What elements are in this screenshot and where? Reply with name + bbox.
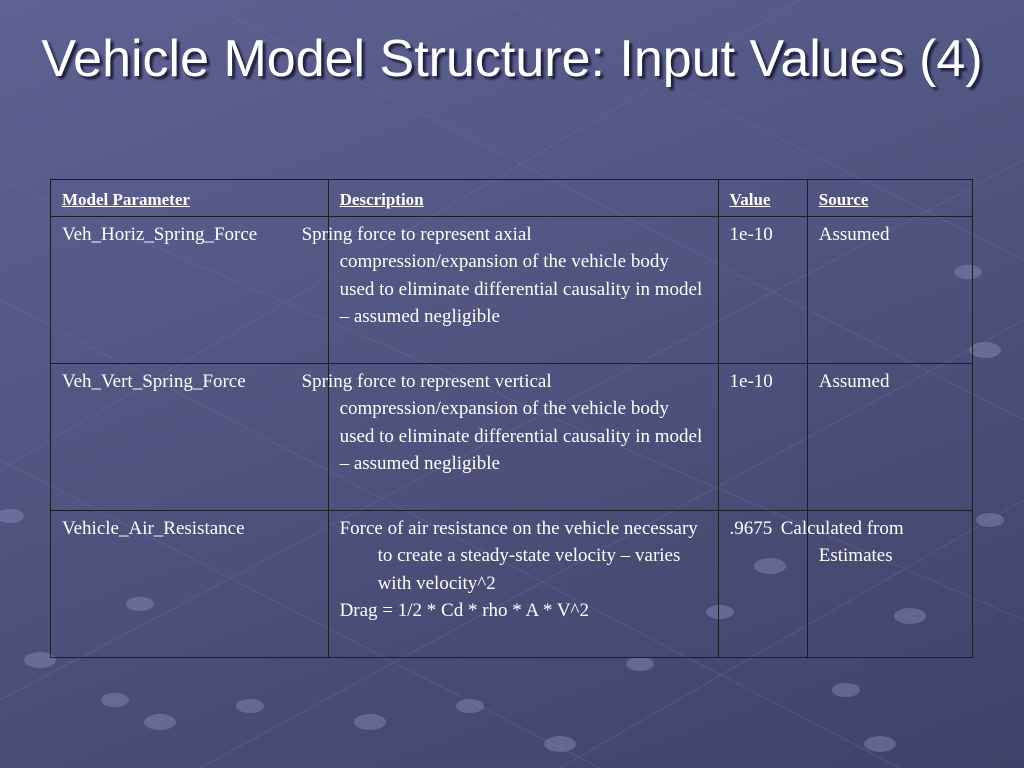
drag-formula: Drag = 1/2 * Cd * rho * A * V^2 xyxy=(339,600,589,622)
description-text: Force of air resistance on the vehicle necessary to create a steady-state velocity – varies with velocity^2 xyxy=(339,518,698,594)
cell-param: Veh_Vert_Spring_Force xyxy=(51,364,329,511)
table-row xyxy=(51,364,973,511)
cell-description: Spring force to represent axial compression/expansion of the vehicle body used to eliminate differential causality in model – assumed negligible xyxy=(328,217,718,364)
cell-value: 1e-10 xyxy=(718,364,807,511)
header-source: Source xyxy=(807,180,972,217)
slide-title: Vehicle Model Structure: Input Values (4) xyxy=(41,30,983,88)
cell-value: 1e-10 xyxy=(718,217,807,364)
table-header-row xyxy=(51,180,973,217)
cell-source: Assumed xyxy=(807,364,972,511)
header-model-parameter: Model Parameter xyxy=(51,180,329,217)
cell-description: Spring force to represent vertical compression/expansion of the vehicle body used to eliminate differential causality in model – assumed negligible xyxy=(328,364,718,511)
header-description: Description xyxy=(328,180,718,217)
cell-source: Calculated from Estimates xyxy=(807,511,972,658)
cell-source: Assumed xyxy=(807,217,972,364)
cell-param: Veh_Horiz_Spring_Force xyxy=(51,217,329,364)
cell-description xyxy=(328,511,718,658)
cell-param: Vehicle_Air_Resistance xyxy=(51,511,329,658)
table-row xyxy=(51,217,973,364)
header-value: Value xyxy=(718,180,807,217)
table-row xyxy=(51,511,973,658)
parameter-table xyxy=(50,179,973,658)
cell-value: .9675 xyxy=(718,511,807,658)
